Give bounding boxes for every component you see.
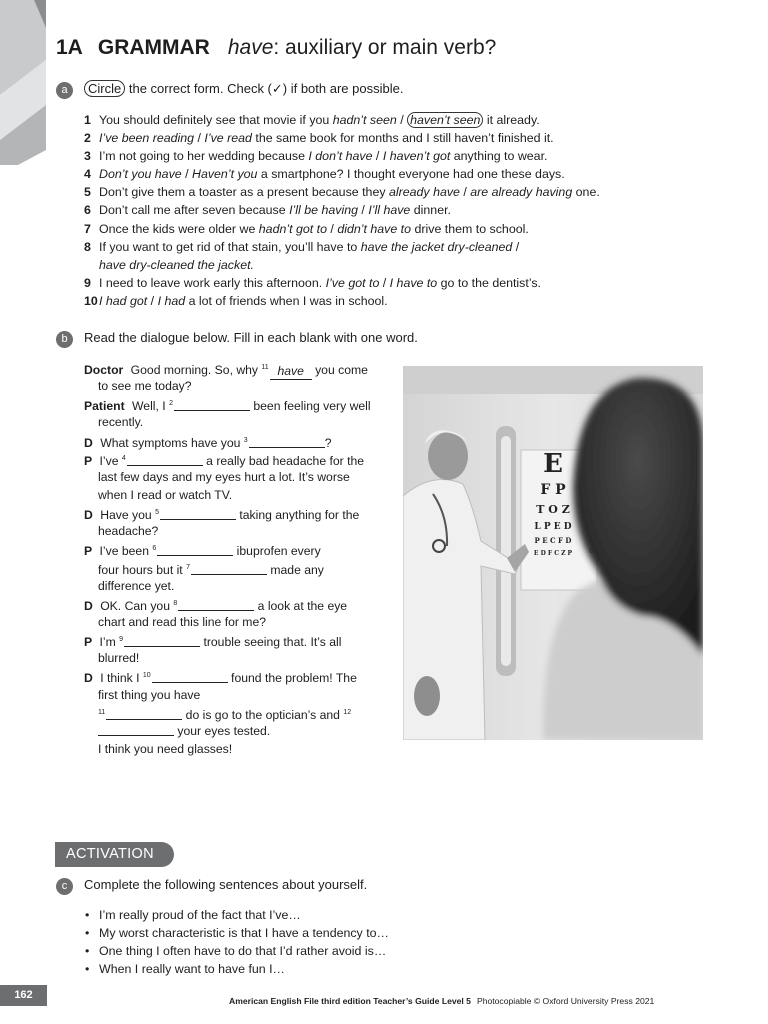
dialogue-line [84, 504, 394, 522]
sentence-text: anything to wear. [450, 149, 548, 164]
exercise-a-list [84, 111, 724, 310]
item-number: 1 [84, 113, 91, 127]
dialogue-text: made any [266, 562, 324, 577]
item-number: 7 [84, 221, 91, 236]
verb-option: I had got [99, 293, 148, 308]
footer-copyright: Photocopiable © Oxford University Press 2021 [476, 996, 655, 1006]
exercise-badge-b: b [56, 331, 73, 348]
dialogue-text: to see me today? [98, 379, 192, 394]
sentence-text: / [357, 203, 369, 218]
eye-chart-row: L P E D [534, 522, 572, 532]
answer-blank[interactable] [191, 563, 267, 575]
exercise-a-instruction [84, 81, 403, 97]
answer-blank[interactable] [124, 635, 200, 647]
speaker: Patient [84, 399, 125, 414]
doctor-eye-chart-photo [403, 366, 703, 740]
instruction-rest: the correct form. Check (✓) if both are possible. [125, 81, 404, 96]
dialogue-text: a look at the eye [254, 598, 348, 613]
dialogue-text: ibuprofen every [233, 544, 321, 559]
exercise-item [84, 111, 724, 129]
dialogue-text: OK. Can you [96, 598, 174, 613]
sentence-text: / [379, 275, 390, 290]
verb-option: haven’t seen [407, 112, 483, 128]
dialogue-text: taking anything for the [235, 508, 360, 523]
verb-option: I had [157, 293, 186, 308]
speaker: D [84, 435, 93, 450]
verb-option: already have [388, 185, 460, 200]
sentence-text: / [181, 167, 192, 182]
item-number: 8 [84, 239, 91, 254]
dialogue-text: trouble seeing that. It’s all [200, 635, 342, 650]
exercise-item [84, 129, 724, 147]
sentence-text: / [459, 185, 471, 200]
dialogue-text: Have you [96, 508, 156, 523]
title-have: have [227, 36, 274, 59]
title-rest: : auxiliary or main verb? [273, 36, 497, 59]
activation-bullet: • I’m really proud of the fact that I’ve… [84, 906, 684, 924]
dialogue-line [84, 377, 394, 395]
dialogue-text: last few days and my eyes hurt a lot. It’s worse [98, 469, 350, 484]
dialogue-text: headache? [98, 524, 159, 539]
eye-chart-row: F P [540, 482, 566, 498]
verb-option: didn’t have to [337, 221, 412, 236]
sentence-text: / [512, 239, 520, 254]
eye-chart-row: E D F C Z P [533, 550, 573, 557]
speaker: P [84, 453, 93, 468]
dialogue-text: you come [311, 363, 368, 377]
dialogue-text: I’ve [96, 453, 122, 468]
item-number: 9 [84, 275, 91, 290]
activation-label: ACTIVATION [55, 842, 174, 867]
activation-bullets [84, 906, 684, 978]
verb-option: I don’t have [308, 149, 373, 164]
speaker: Doctor [84, 363, 124, 377]
dialogue-line [84, 413, 394, 431]
dialogue-line [84, 577, 394, 595]
verb-option: have dry-cleaned the jacket. [99, 257, 254, 272]
answer-blank[interactable] [160, 508, 236, 520]
exercise-item [84, 183, 724, 201]
blank-number: 11 [98, 708, 106, 716]
exercise-badge-c: c [56, 878, 73, 895]
section-name: GRAMMAR [97, 36, 210, 59]
dialogue-text: when I read or watch TV. [98, 487, 233, 502]
verb-option: Don’t you have [99, 167, 182, 182]
dialogue-line [84, 595, 394, 613]
blank-number: 8 [173, 599, 178, 607]
sentence-text: / [396, 113, 408, 127]
eye-chart-row: E [543, 449, 563, 479]
verb-option: have the jacket dry-cleaned [360, 239, 513, 254]
eye-chart-row: T O Z [536, 503, 570, 516]
dialogue-line [84, 686, 394, 704]
dialogue-text: found the problem! The [227, 671, 357, 686]
lesson-code: 1A [56, 36, 83, 59]
exercise-item [84, 165, 724, 183]
sentence-text: If you want to get rid of that stain, you’ll have to [99, 239, 361, 254]
item-number: 3 [84, 149, 91, 164]
decorative-fan-graphic [0, 0, 46, 165]
dialogue-line [84, 631, 394, 649]
blank-number: 11 [261, 364, 269, 371]
dialogue-line [84, 704, 394, 722]
dialogue-text: recently. [98, 415, 144, 430]
verb-option: I’ve read [204, 131, 252, 146]
dialogue-line [84, 722, 394, 740]
item-number: 5 [84, 185, 91, 200]
dialogue-line [84, 359, 394, 377]
blank-number: 2 [169, 400, 173, 408]
exercise-item [84, 201, 724, 219]
dialogue-text: blurred! [98, 651, 140, 666]
dialogue-text: I think you need glasses! [98, 741, 233, 756]
sentence-text: dinner. [410, 203, 451, 218]
exercise-item-continued [84, 256, 724, 274]
verb-option: I’ll be having [289, 203, 358, 218]
verb-option: hadn’t got to [258, 221, 327, 236]
dialogue-line [84, 559, 394, 577]
speaker: D [84, 508, 93, 523]
dialogue-text: four hours but it [98, 562, 187, 577]
answer-blank[interactable] [152, 671, 228, 683]
activation-bullet: • One thing I often have to do that I’d rather avoid is… [84, 942, 684, 960]
sentence-text: a lot of friends when I was in school. [185, 293, 388, 308]
item-number: 10 [84, 293, 98, 308]
blank-number: 12 [343, 708, 352, 716]
verb-option: I’ve got to [325, 275, 380, 290]
page-number: 162 [0, 985, 47, 1006]
item-number: 6 [84, 203, 91, 218]
footer [229, 996, 654, 1006]
dialogue-text: I’ve been [96, 544, 153, 559]
dialogue-line [84, 667, 394, 685]
dialogue-line [84, 432, 394, 450]
answer-blank[interactable] [157, 544, 233, 556]
sentence-text: Don’t give them a toaster as a present because they [99, 185, 389, 200]
dialogue-text: difference yet. [98, 578, 175, 593]
exercise-item [84, 147, 724, 165]
sentence-text: / [326, 221, 338, 236]
dialogue-text: Good morning. So, why [127, 363, 262, 377]
dialogue-line [84, 450, 394, 468]
footer-book: American English File third edition Teacher’s Guide Level 5 [229, 996, 471, 1006]
example-answer: have [270, 365, 312, 380]
sentence-text: I’m not going to her wedding because [99, 149, 309, 164]
verb-option: Haven’t you [192, 167, 258, 182]
exercise-item [84, 292, 724, 310]
sentence-text: / [194, 131, 205, 146]
speaker: D [84, 671, 93, 686]
answer-blank[interactable] [174, 399, 250, 411]
dialogue [84, 359, 394, 758]
sentence-text: I need to leave work early this afternoon. [99, 275, 326, 290]
sentence-text: go to the dentist’s. [437, 275, 541, 290]
verb-option: hadn’t seen [332, 113, 397, 127]
dialogue-text: do is go to the optician’s and [182, 707, 344, 722]
sentence-text: one. [572, 185, 600, 200]
activation-bullet: • My worst characteristic is that I have a tendency to… [84, 924, 684, 942]
exercise-item [84, 274, 724, 292]
answer-blank[interactable] [106, 708, 182, 720]
dialogue-text: What symptoms have you [96, 435, 244, 450]
dialogue-text: I think I [96, 671, 143, 686]
dialogue-text: first thing you have [98, 687, 201, 702]
verb-option: I have to [389, 275, 438, 290]
dialogue-line [84, 522, 394, 540]
blank-number: 9 [119, 636, 124, 644]
sentence-text: it already. [483, 113, 540, 127]
speaker: P [84, 544, 93, 559]
dialogue-line [84, 468, 394, 486]
exercise-item [84, 220, 724, 238]
verb-option: I haven’t got [382, 149, 451, 164]
dialogue-line [84, 540, 394, 558]
activation-bullet: • When I really want to have fun I… [84, 960, 684, 978]
dialogue-line [84, 649, 394, 667]
sentence-text: You should definitely see that movie if you [99, 113, 333, 127]
dialogue-line [84, 740, 394, 758]
verb-option: are already having [470, 185, 573, 200]
blank-number: 6 [152, 545, 157, 553]
exercise-item [84, 238, 724, 256]
sentence-text: the same book for months and I still haven’t finished it. [251, 131, 554, 146]
circle-word: Circle [84, 80, 125, 97]
answer-blank[interactable] [127, 454, 203, 466]
item-number: 2 [84, 131, 91, 146]
dialogue-line [84, 613, 394, 631]
exercise-c-instruction: Complete the following sentences about yourself. [84, 877, 368, 892]
answer-blank[interactable] [98, 724, 174, 736]
dialogue-text: your eyes tested. [174, 723, 271, 738]
sentence-text: / [147, 293, 158, 308]
blank-number: 7 [186, 563, 190, 571]
dialogue-text: I’m [96, 635, 120, 650]
sentence-text: drive them to school. [411, 221, 529, 236]
dialogue-line [84, 395, 394, 413]
verb-option: I’ve been reading [99, 131, 195, 146]
dialogue-text: been feeling very well [249, 399, 371, 414]
item-number: 4 [84, 167, 91, 182]
speaker: D [84, 598, 93, 613]
dialogue-text: Well, I [128, 399, 170, 414]
sentence-text: / [372, 149, 383, 164]
answer-blank[interactable] [249, 436, 325, 448]
blank-number: 5 [155, 509, 159, 517]
exercise-b-instruction: Read the dialogue below. Fill in each blank with one word. [84, 330, 418, 345]
sentence-text: Don’t call me after seven because [99, 203, 290, 218]
dialogue-text: chart and read this line for me? [98, 614, 267, 629]
page-title [56, 36, 496, 60]
answer-blank[interactable] [178, 599, 254, 611]
blank-number: 10 [142, 672, 151, 680]
blank-number: 4 [121, 454, 126, 462]
blank-number: 3 [243, 436, 248, 444]
sentence-text: a smartphone? I thought everyone had one these days. [257, 167, 565, 182]
dialogue-text: a really bad headache for the [202, 453, 365, 468]
eye-chart-row: P E C F D [534, 536, 572, 545]
dialogue-line [84, 486, 394, 504]
speaker: P [84, 635, 93, 650]
sentence-text: Once the kids were older we [99, 221, 259, 236]
exercise-badge-a: a [56, 82, 73, 99]
dialogue-text: ? [324, 435, 332, 450]
verb-option: I’ll have [368, 203, 411, 218]
